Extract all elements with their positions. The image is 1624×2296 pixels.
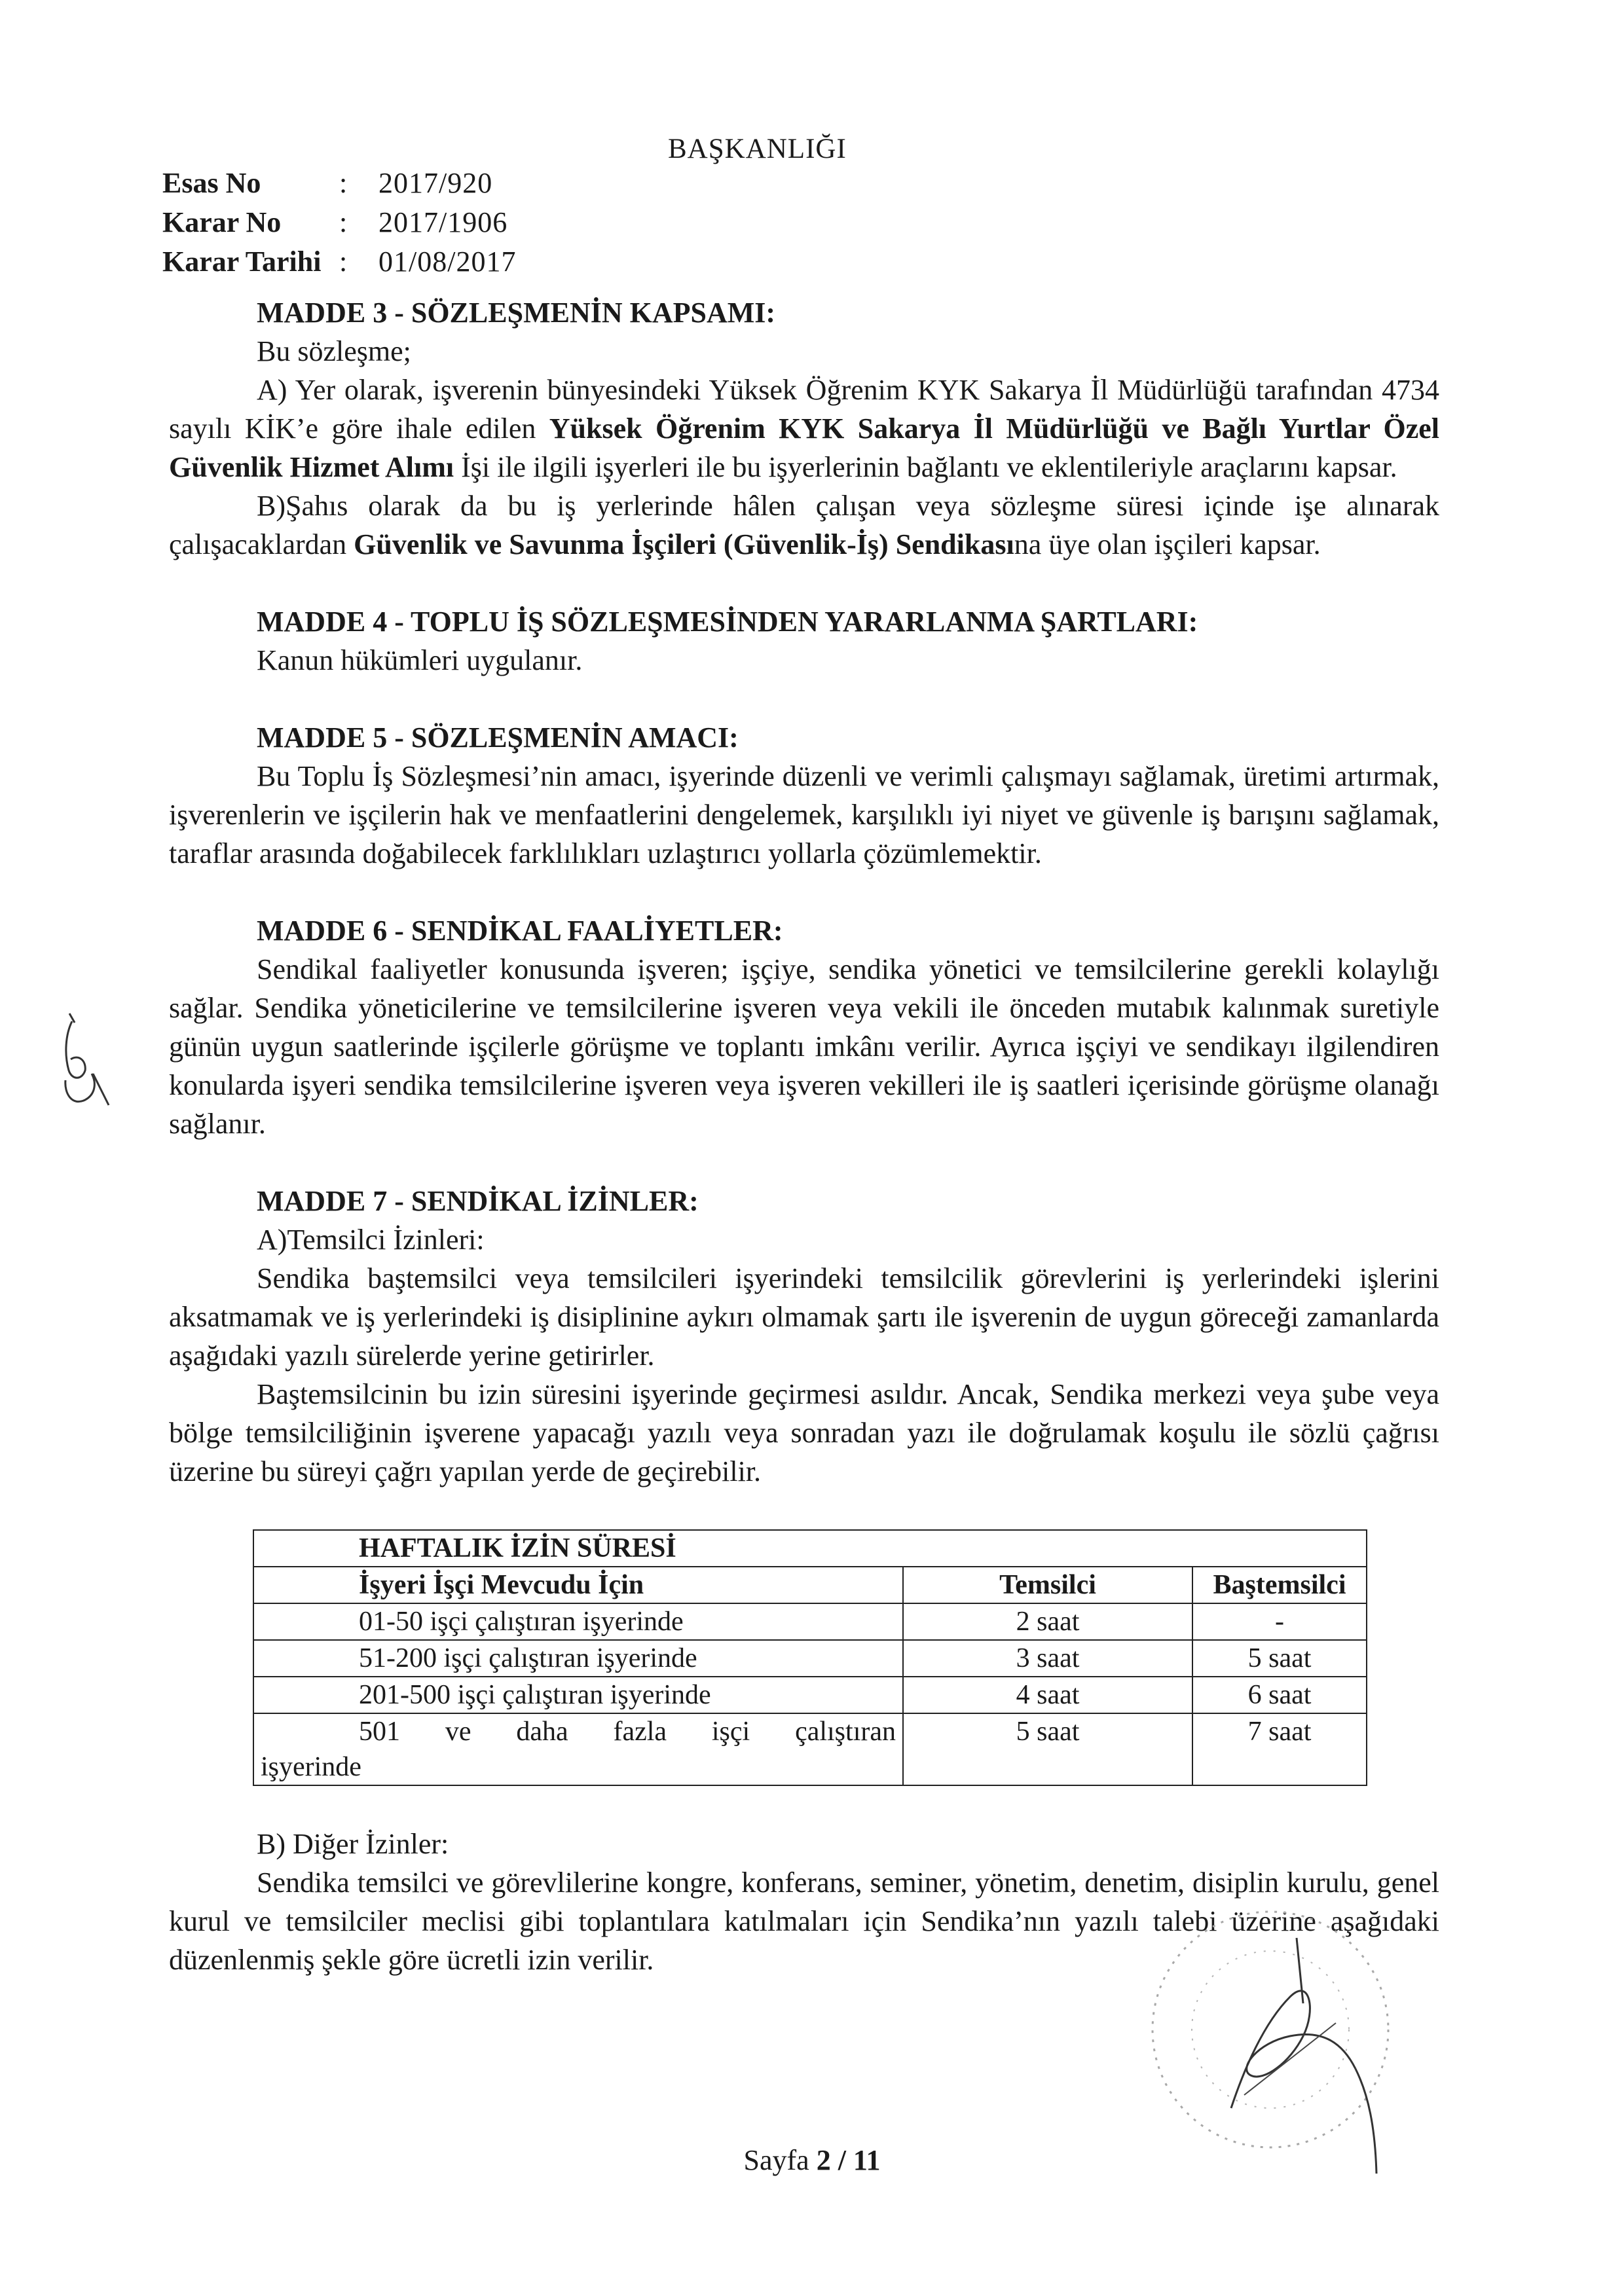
table-cell: 4 saat <box>903 1677 1192 1713</box>
meta-colon: : <box>339 246 348 278</box>
page-current: 2 <box>816 2144 831 2176</box>
table-cell: 6 saat <box>1192 1677 1367 1713</box>
section-madde-3 <box>169 293 1439 564</box>
section-madde-6 <box>169 911 1439 1143</box>
text-run: B)Şahıs olarak da bu iş yerlerinde hâlen çalışan veya sözleşme süresi içinde işe alınarak çalışacaklardan <box>169 490 1439 560</box>
document-body <box>169 293 1439 1979</box>
paragraph-text: Baştemsilcinin bu izin süresini işyerinde geçirmesi asıldır. Ancak, Sendika merkezi veya şube veya bölge temsilciliğinin işverene yapacağı yazılı veya sonradan yazı ile doğrulamak koşulu ile sözlü çağrısı üzerine bu süreyi çağrı yapılan yerde de geçirebilir. <box>169 1378 1439 1487</box>
subsection-title: B) Diğer İzinler: <box>257 1828 449 1860</box>
table-title: HAFTALIK İZİN SÜRESİ <box>253 1530 1367 1567</box>
page-label: Sayfa <box>743 2144 809 2176</box>
table-header-row <box>253 1567 1367 1603</box>
section-heading: MADDE 6 - SENDİKAL FAALİYETLER: <box>257 915 783 947</box>
bold-text-run: Güvenlik ve Savunma İşçileri (Güvenlik-İş) Sendikası <box>354 528 1014 560</box>
section-madde-5 <box>169 718 1439 873</box>
table-cell: 01-50 işçi çalıştıran işyerinde <box>253 1603 903 1640</box>
paragraph-intro: Bu sözleşme; <box>257 335 411 367</box>
table-title-row <box>253 1530 1367 1567</box>
document-header-title: BAŞKANLIĞI <box>668 134 847 164</box>
page-total: 11 <box>853 2144 881 2176</box>
subsection-title: A)Temsilci İzinleri: <box>257 1224 485 1256</box>
section-heading: MADDE 7 - SENDİKAL İZİNLER: <box>257 1185 699 1217</box>
table-row <box>253 1713 1367 1785</box>
paragraph-text: Sendika temsilci ve görevlilerine kongre, konferans, seminer, yönetim, denetim, disiplin kurulu, genel kurul ve temsilciler meclisi gibi toplantılara katılmaları için Sendika’nın yazılı talebi üzerine aşağıdaki düzenlenmiş şekle göre ücretli izin verilir. <box>169 1867 1439 1976</box>
meta-row-esas-no <box>162 164 516 203</box>
meta-value: 01/08/2017 <box>378 246 517 278</box>
page-separator: / <box>838 2144 846 2176</box>
paragraph-scope-b <box>169 486 1439 564</box>
section-heading: MADDE 3 - SÖZLEŞMENİN KAPSAMI: <box>257 297 776 329</box>
table-cell <box>253 1713 903 1785</box>
case-meta-block <box>162 164 516 282</box>
meta-value: 2017/1906 <box>378 206 508 238</box>
section-heading: MADDE 4 - TOPLU İŞ SÖZLEŞMESİNDEN YARARLANMA ŞARTLARI: <box>257 606 1198 638</box>
meta-value: 2017/920 <box>378 167 493 199</box>
table-header-cell: İşyeri İşçi Mevcudu İçin <box>253 1567 903 1603</box>
table-row <box>253 1677 1367 1713</box>
paragraph-text: Bu Toplu İş Sözleşmesi’nin amacı, işyerinde düzenli ve verimli çalışmayı sağlamak, üretimi artırmak, işverenlerin ve işçilerin hak ve menfaatlerini dengelemek, karşılıklı iyi niyet ve güvenle iş barışını sağlamak, taraflar arasında doğabilecek farklılıkları uzlaştırıcı yollarla çözümlemektir. <box>169 760 1439 869</box>
paragraph-text: Sendikal faaliyetler konusunda işveren; işçiye, sendika yönetici ve temsilcilerine gerekli kolaylığı sağlar. Sendika yöneticilerine ve temsilcilerine işveren veya vekili ile önceden mutabık kalınmak suretiyle günün uygun saatlerinde işçilerle görüşme ve toplantı imkânı verilir. Ayrıca işçiyi ve sendikayı ilgilendiren konularda işyeri sendika temsilcilerine işveren veya işveren vekilleri ile iş saatleri içerisinde görüşme olanağı sağlanır. <box>169 953 1439 1140</box>
handwritten-initial-mark <box>46 1008 124 1113</box>
meta-row-karar-tarihi <box>162 242 516 282</box>
cell-line: işyerinde <box>261 1752 361 1782</box>
text-run: A) Yer olarak, işverenin bünyesindeki Yüksek Öğrenim KYK Sakarya İl Müdürlüğü tarafından 4734 sayılı KİK’e göre ihale edilen <box>169 374 1439 445</box>
text-run: İşi ile ilgili işyerleri ile bu işyerlerinin bağlantı ve eklentileriyle araçlarını kapsar. <box>454 451 1397 483</box>
table-cell: - <box>1192 1603 1367 1640</box>
paragraph-text: Kanun hükümleri uygulanır. <box>257 644 583 676</box>
section-heading: MADDE 5 - SÖZLEŞMENİN AMACI: <box>257 721 739 754</box>
meta-colon: : <box>339 167 348 199</box>
table-header-cell: Temsilci <box>903 1567 1192 1603</box>
table-cell: 3 saat <box>903 1640 1192 1677</box>
cell-line: 501 ve daha fazla işçi çalıştıran <box>359 1717 896 1747</box>
paragraph-scope-a <box>169 371 1439 486</box>
meta-label: Karar Tarihi <box>162 246 322 278</box>
section-madde-7 <box>169 1182 1439 1979</box>
weekly-leave-table <box>253 1529 1367 1786</box>
paragraph-text: Sendika baştemsilci veya temsilcileri işyerindeki temsilcilik görevlerini iş yerlerindeki işlerini aksatmamak ve iş yerlerindeki iş disiplinine aykırı olmamak şartı ile işverenin de uygun göreceği zamanlarda aşağıdaki yazılı sürelerde yerine getirirler. <box>169 1262 1439 1372</box>
text-run: na üye olan işçileri kapsar. <box>1014 528 1321 560</box>
meta-label: Esas No <box>162 167 261 199</box>
section-madde-4 <box>169 602 1439 680</box>
meta-row-karar-no <box>162 203 516 242</box>
bold-text-run: Yüksek Öğrenim KYK Sakarya İl Müdürlüğü ve Bağlı Yurtlar Özel Güvenlik Hizmet Alımı <box>169 412 1439 483</box>
table-header-cell: Baştemsilci <box>1192 1567 1367 1603</box>
page-number <box>0 2141 1624 2179</box>
table-cell: 201-500 işçi çalıştıran işyerinde <box>253 1677 903 1713</box>
table-cell: 2 saat <box>903 1603 1192 1640</box>
table-cell: 5 saat <box>903 1713 1192 1785</box>
table-cell: 51-200 işçi çalıştıran işyerinde <box>253 1640 903 1677</box>
table-cell: 5 saat <box>1192 1640 1367 1677</box>
table-row <box>253 1640 1367 1677</box>
meta-colon: : <box>339 206 348 238</box>
table-row <box>253 1603 1367 1640</box>
meta-label: Karar No <box>162 206 282 238</box>
table-cell: 7 saat <box>1192 1713 1367 1785</box>
